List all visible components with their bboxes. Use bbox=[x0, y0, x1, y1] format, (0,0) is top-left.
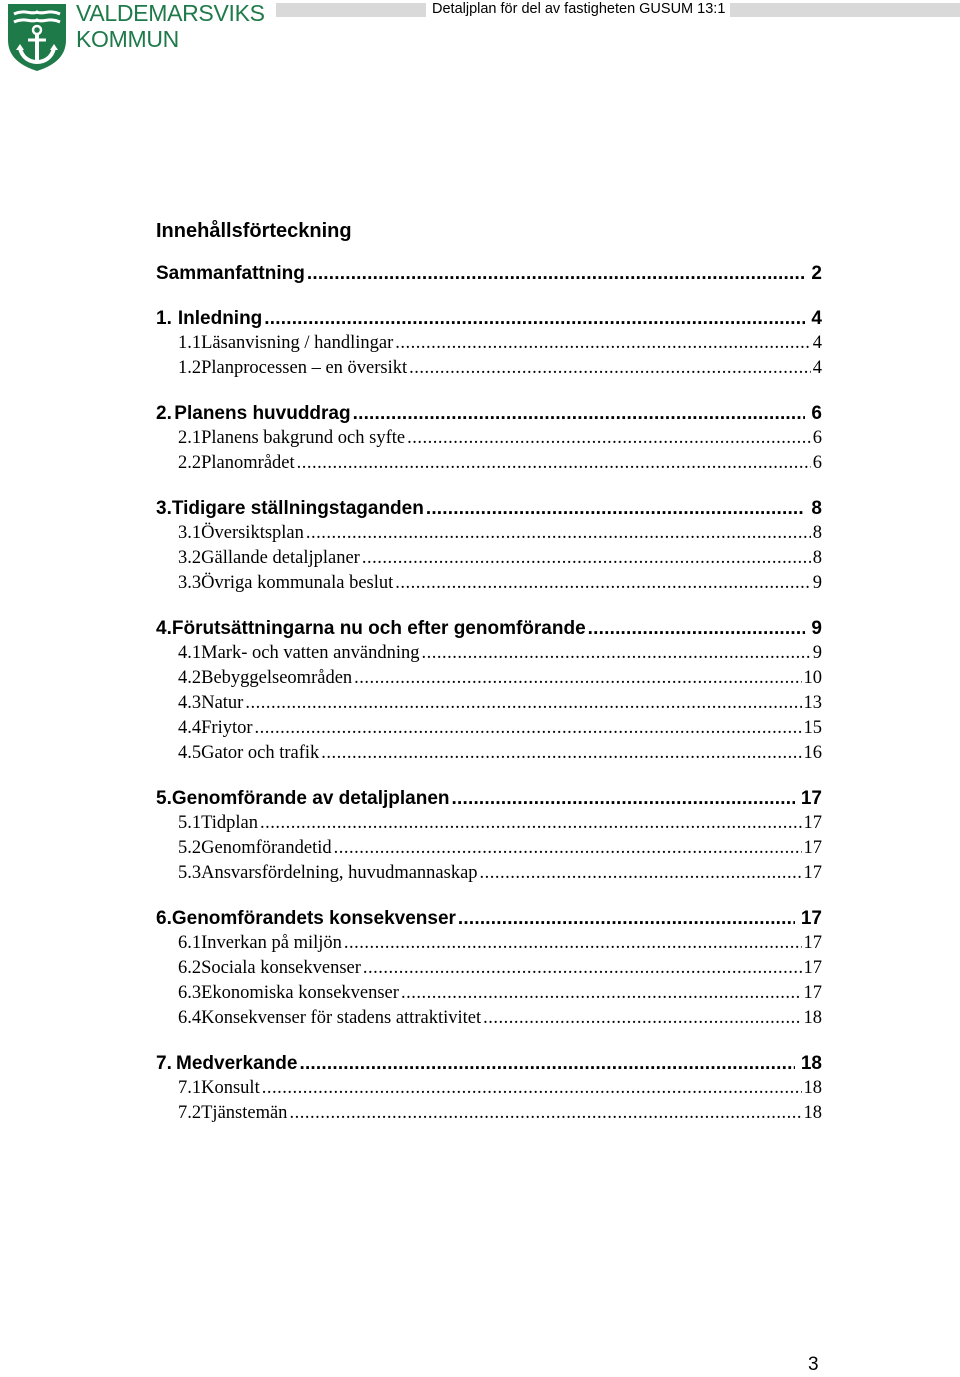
toc-entry-label: Inverkan på miljön bbox=[201, 933, 342, 953]
toc-section-entry[interactable] bbox=[156, 1078, 822, 1102]
toc-entry-page: 4 bbox=[812, 358, 822, 378]
toc-entry-label: Tidplan bbox=[201, 813, 259, 833]
toc-entry-number: 2.2 bbox=[178, 453, 202, 473]
toc-entry-number: 6.4 bbox=[178, 1008, 202, 1028]
toc-entry-number: 6. bbox=[156, 908, 172, 929]
toc-dot-leader bbox=[362, 548, 811, 569]
toc-entry-label: Tidigare ställningstaganden bbox=[171, 498, 424, 519]
toc-entry-number: 4.5 bbox=[178, 743, 202, 763]
page-header bbox=[0, 0, 960, 80]
toc-dot-leader bbox=[421, 643, 810, 664]
toc-entry-number: 2.1 bbox=[178, 428, 202, 448]
toc-entry-label: Genomförande av detaljplanen bbox=[171, 788, 450, 809]
toc-section-entry[interactable] bbox=[156, 548, 822, 572]
toc-chapter-entry[interactable] bbox=[156, 908, 822, 934]
toc-chapter-entry[interactable] bbox=[156, 788, 822, 814]
toc-dot-leader bbox=[344, 933, 802, 954]
toc-entry-number: 4. bbox=[156, 618, 172, 639]
toc-entry-label: Ansvarsfördelning, huvudmannaskap bbox=[201, 863, 478, 883]
toc-entry-label: Förutsättningarna nu och efter genomförande bbox=[171, 618, 586, 639]
organization-name bbox=[76, 0, 265, 52]
toc-dot-leader bbox=[354, 668, 801, 689]
toc-entry-number: 4.2 bbox=[178, 668, 202, 688]
toc-dot-leader bbox=[426, 498, 806, 520]
toc-section-entry[interactable] bbox=[156, 693, 822, 717]
toc-chapter-entry[interactable] bbox=[156, 498, 822, 524]
toc-entry-number: 7. bbox=[156, 1053, 172, 1074]
toc-entry-number: 5.3 bbox=[178, 863, 202, 883]
toc-entry-number: 6.2 bbox=[178, 958, 202, 978]
toc-entry-number: 4.4 bbox=[178, 718, 202, 738]
toc-entry-page: 6 bbox=[811, 403, 822, 424]
toc-dot-leader bbox=[395, 333, 810, 354]
toc-entry-label: Gator och trafik bbox=[201, 743, 320, 763]
toc-section-entry[interactable] bbox=[156, 358, 822, 382]
toc-section-entry[interactable] bbox=[156, 1008, 822, 1032]
header-bar-right bbox=[730, 3, 960, 17]
toc-entry-page: 17 bbox=[803, 958, 822, 978]
toc-section-entry[interactable] bbox=[156, 643, 822, 667]
toc-entry-label: Inledning bbox=[177, 308, 263, 329]
toc-dot-leader bbox=[363, 958, 802, 979]
toc-entry-number: 6.3 bbox=[178, 983, 202, 1003]
page-number: 3 bbox=[808, 1354, 819, 1375]
toc-section-entry[interactable] bbox=[156, 668, 822, 692]
toc-entry-page: 17 bbox=[800, 908, 822, 929]
toc-entry-page: 17 bbox=[800, 788, 822, 809]
toc-entry-number: 5.1 bbox=[178, 813, 202, 833]
toc-dot-leader bbox=[395, 573, 810, 594]
toc-chapter-entry[interactable] bbox=[156, 263, 822, 289]
toc-entry-page: 8 bbox=[812, 548, 822, 568]
toc-entry-number: 3. bbox=[156, 498, 172, 519]
toc-section-entry[interactable] bbox=[156, 523, 822, 547]
toc-dot-leader bbox=[262, 1078, 802, 1099]
toc-entry-label: Konsekvenser för stadens attraktivitet bbox=[201, 1008, 482, 1028]
toc-dot-leader bbox=[334, 838, 802, 859]
toc-dot-leader bbox=[353, 403, 806, 425]
toc-entry-number: 6.1 bbox=[178, 933, 202, 953]
toc-dot-leader bbox=[452, 788, 795, 810]
toc-entry-label: Natur bbox=[201, 693, 244, 713]
toc-entry-label: Ekonomiska konsekvenser bbox=[201, 983, 399, 1003]
toc-dot-leader bbox=[307, 263, 806, 285]
toc-entry-page: 8 bbox=[811, 498, 822, 519]
toc-dot-leader bbox=[409, 358, 811, 379]
toc-entry-page: 13 bbox=[803, 693, 822, 713]
toc-entry-label: Planprocessen – en översikt bbox=[201, 358, 408, 378]
toc-entry-number: 3.1 bbox=[178, 523, 202, 543]
toc-entry-page: 4 bbox=[811, 308, 822, 329]
toc-dot-leader bbox=[306, 523, 811, 544]
toc-entry-label: Läsanvisning / handlingar bbox=[201, 333, 394, 353]
toc-dot-leader bbox=[299, 1053, 794, 1075]
toc-entry-number: 2. bbox=[156, 403, 172, 424]
toc-entry-page: 17 bbox=[803, 813, 822, 833]
toc-entry-label: Genomförandets konsekvenser bbox=[171, 908, 456, 929]
toc-entry-number: 1. bbox=[156, 308, 172, 329]
toc-entry-number: 5.2 bbox=[178, 838, 202, 858]
toc-entry-page: 17 bbox=[803, 863, 822, 883]
toc-entry-label: Planens bakgrund och syfte bbox=[201, 428, 406, 448]
toc-entry-number: 1.2 bbox=[178, 358, 202, 378]
toc-entry-page: 2 bbox=[811, 263, 822, 284]
toc-chapter-entry[interactable] bbox=[156, 618, 822, 644]
toc-section-entry[interactable] bbox=[156, 983, 822, 1007]
toc-section-entry[interactable] bbox=[156, 718, 822, 742]
toc-entry-label: Medverkande bbox=[176, 1053, 298, 1074]
toc-entry-page: 18 bbox=[803, 1078, 822, 1098]
toc-entry-page: 15 bbox=[803, 718, 822, 738]
toc-dot-leader bbox=[483, 1008, 801, 1029]
toc-entry-label: Sammanfattning bbox=[156, 263, 305, 284]
toc-entry-page: 6 bbox=[812, 428, 822, 448]
toc-entry-label: Mark- och vatten användning bbox=[201, 643, 420, 663]
document-title: Detaljplan för del av fastigheten GUSUM 13:1 bbox=[432, 1, 726, 17]
toc-entry-page: 8 bbox=[812, 523, 822, 543]
toc-section-entry[interactable] bbox=[156, 573, 822, 597]
toc-section-entry[interactable] bbox=[156, 743, 822, 767]
toc-entry-label: Översiktsplan bbox=[201, 523, 304, 543]
toc-entry-label: Övriga kommunala beslut bbox=[201, 573, 394, 593]
toc-entry-page: 9 bbox=[812, 573, 822, 593]
toc-entry-number: 4.3 bbox=[178, 693, 202, 713]
toc-entry-label: Planområdet bbox=[201, 453, 295, 473]
toc-entry-label: Genomförandetid bbox=[201, 838, 332, 858]
toc-entry-page: 18 bbox=[803, 1103, 822, 1123]
toc-entry-label: Sociala konsekvenser bbox=[201, 958, 361, 978]
toc-dot-leader bbox=[245, 693, 801, 714]
toc-entry-page: 17 bbox=[803, 983, 822, 1003]
toc-section-entry[interactable] bbox=[156, 1103, 822, 1127]
toc-entry-number: 1.1 bbox=[178, 333, 202, 353]
toc-chapter-entry[interactable] bbox=[156, 403, 822, 429]
toc-entry-page: 10 bbox=[803, 668, 822, 688]
toc-dot-leader bbox=[401, 983, 802, 1004]
toc-dot-leader bbox=[297, 453, 811, 474]
toc-dot-leader bbox=[321, 743, 801, 764]
toc-dot-leader bbox=[588, 618, 806, 640]
toc-entry-number: 7.1 bbox=[178, 1078, 202, 1098]
toc-entry-page: 9 bbox=[812, 643, 822, 663]
toc-entry-number: 7.2 bbox=[178, 1103, 202, 1123]
toc-section-entry[interactable] bbox=[156, 958, 822, 982]
header-bar-left bbox=[276, 3, 426, 17]
toc-entry-page: 16 bbox=[803, 743, 822, 763]
municipal-anchor-shield-icon bbox=[6, 2, 68, 72]
toc-entry-page: 18 bbox=[803, 1008, 822, 1028]
toc-dot-leader bbox=[458, 908, 795, 930]
toc-entry-page: 17 bbox=[803, 933, 822, 953]
toc-entry-page: 4 bbox=[812, 333, 822, 353]
toc-entry-label: Planens huvuddrag bbox=[174, 403, 351, 424]
toc-entry-label: Friytor bbox=[201, 718, 253, 738]
toc-entry-page: 6 bbox=[812, 453, 822, 473]
toc-entry-number: 3.3 bbox=[178, 573, 202, 593]
toc-dot-leader bbox=[264, 308, 805, 330]
organization-name-line1: VALDEMARSVIKS bbox=[76, 0, 265, 26]
toc-entry-number: 5. bbox=[156, 788, 172, 809]
toc-entry-number: 4.1 bbox=[178, 643, 202, 663]
toc-section-entry[interactable] bbox=[156, 333, 822, 357]
toc-entry-label: Tjänstemän bbox=[201, 1103, 288, 1123]
toc-dot-leader bbox=[260, 813, 801, 834]
toc-section-entry[interactable] bbox=[156, 453, 822, 477]
toc-heading: Innehållsförteckning bbox=[156, 220, 352, 242]
toc-section-entry[interactable] bbox=[156, 838, 822, 862]
toc-entry-page: 9 bbox=[811, 618, 822, 639]
toc-entry-number: 3.2 bbox=[178, 548, 202, 568]
toc-section-entry[interactable] bbox=[156, 428, 822, 452]
toc-dot-leader bbox=[480, 863, 802, 884]
toc-entry-label: Konsult bbox=[201, 1078, 260, 1098]
toc-dot-leader bbox=[255, 718, 802, 739]
organization-name-line2: KOMMUN bbox=[76, 26, 179, 52]
toc-dot-leader bbox=[407, 428, 811, 449]
toc-chapter-entry[interactable] bbox=[156, 1053, 822, 1079]
toc-entry-page: 17 bbox=[803, 838, 822, 858]
toc-section-entry[interactable] bbox=[156, 813, 822, 837]
toc-entry-page: 18 bbox=[800, 1053, 822, 1074]
toc-section-entry[interactable] bbox=[156, 863, 822, 887]
toc-section-entry[interactable] bbox=[156, 933, 822, 957]
toc-entry-label: Gällande detaljplaner bbox=[201, 548, 360, 568]
toc-entry-label: Bebyggelseområden bbox=[201, 668, 353, 688]
toc-dot-leader bbox=[289, 1103, 801, 1124]
toc-chapter-entry[interactable] bbox=[156, 308, 822, 334]
